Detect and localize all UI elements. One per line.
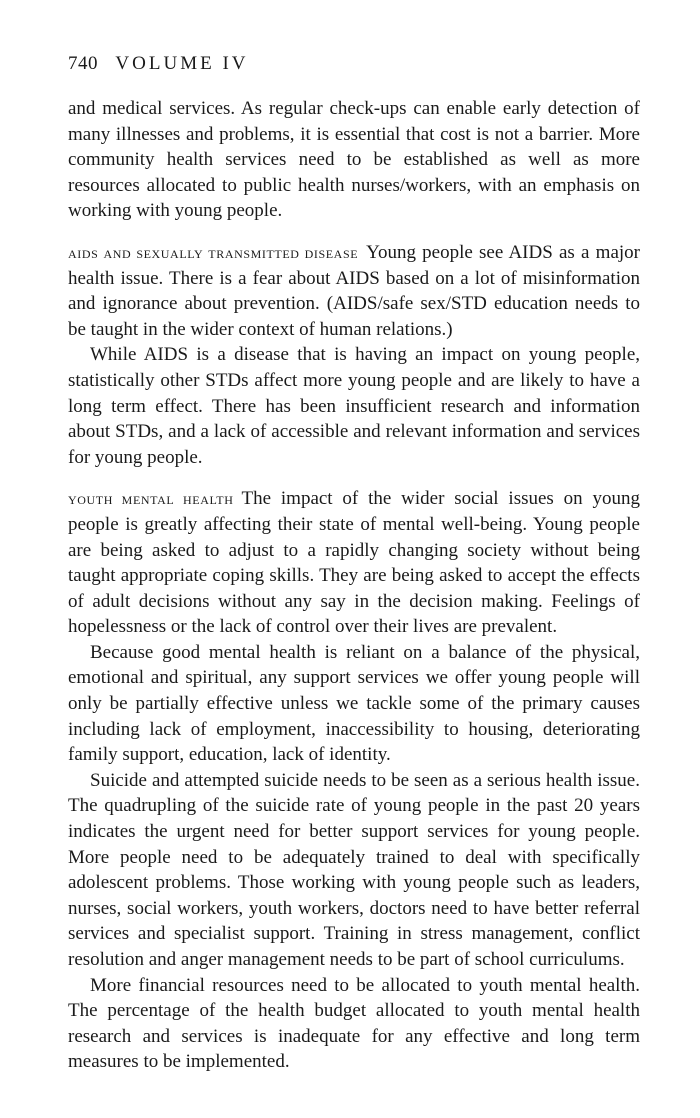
aids-heading: aids and sexually transmitted disease bbox=[68, 242, 359, 262]
mental-heading: youth mental health bbox=[68, 489, 234, 509]
mental-paragraph-1-text: The impact of the wider social issues on young people is greatly affecting their state of mental well-being. Young people are being asked to adjust to a rapidly changing society without being taught appropriate coping skills. They are being asked to accept the effects of adult decisions without any say in the decision making. Feelings of hopelessness or the lack of control over their lives are prevalent. bbox=[68, 488, 640, 638]
mental-health-section bbox=[68, 486, 640, 1075]
book-page bbox=[68, 52, 640, 1075]
mental-paragraph-3: Suicide and attempted suicide needs to be seen as a serious health issue. The quadrupling of the suicide rate of young people in the past 20 years indicates the urgent need for better support services for young people. More people need to be adequately trained to deal with specifically adolescent problems. Those working with young people such as leaders, nurses, social workers, youth workers, doctors need to have better referral services and specialist support. Training in stress management, conflict resolution and anger management needs to be part of school curriculums. bbox=[68, 769, 640, 970]
aids-section bbox=[68, 240, 640, 470]
mental-paragraph-2: Because good mental health is reliant on a balance of the physical, emotional and spiritual, any support services we offer young people will only be partially effective unless we tackle some of the primary causes including lack of employment, inaccessibility to housing, deteriorating family support, education, lack of identity. bbox=[68, 641, 640, 766]
intro-section bbox=[68, 96, 640, 224]
mental-paragraph-1 bbox=[68, 486, 640, 640]
running-head bbox=[68, 52, 640, 76]
mental-paragraph-4: More financial resources need to be allocated to youth mental health. The percentage of the health budget allocated to youth mental health research and services is inadequate for any effective and long term measures to be implemented. bbox=[68, 974, 640, 1073]
intro-paragraph: and medical services. As regular check-ups can enable early detection of many illnesses and problems, it is essential that cost is not a barrier. More community health services need to be established as well as more resources allocated to public health nurses/workers, with an emphasis on working with young people. bbox=[68, 98, 640, 222]
page-number: 740 bbox=[68, 53, 98, 74]
aids-paragraph-1 bbox=[68, 240, 640, 342]
aids-paragraph-1-text: Young people see AIDS as a major health issue. There is a fear about AIDS based on a lot of misinformation and ignorance about prevention. (AIDS/safe sex/STD education needs to be taught in the wider context of human relations.) bbox=[68, 241, 640, 340]
aids-paragraph-2: While AIDS is a disease that is having an impact on young people, statistically other STDs affect more young people and are likely to have a long term effect. There has been insufficient research and information about STDs, and a lack of accessible and relevant information and services for young people. bbox=[68, 344, 640, 468]
volume-label: VOLUME IV bbox=[115, 53, 249, 74]
